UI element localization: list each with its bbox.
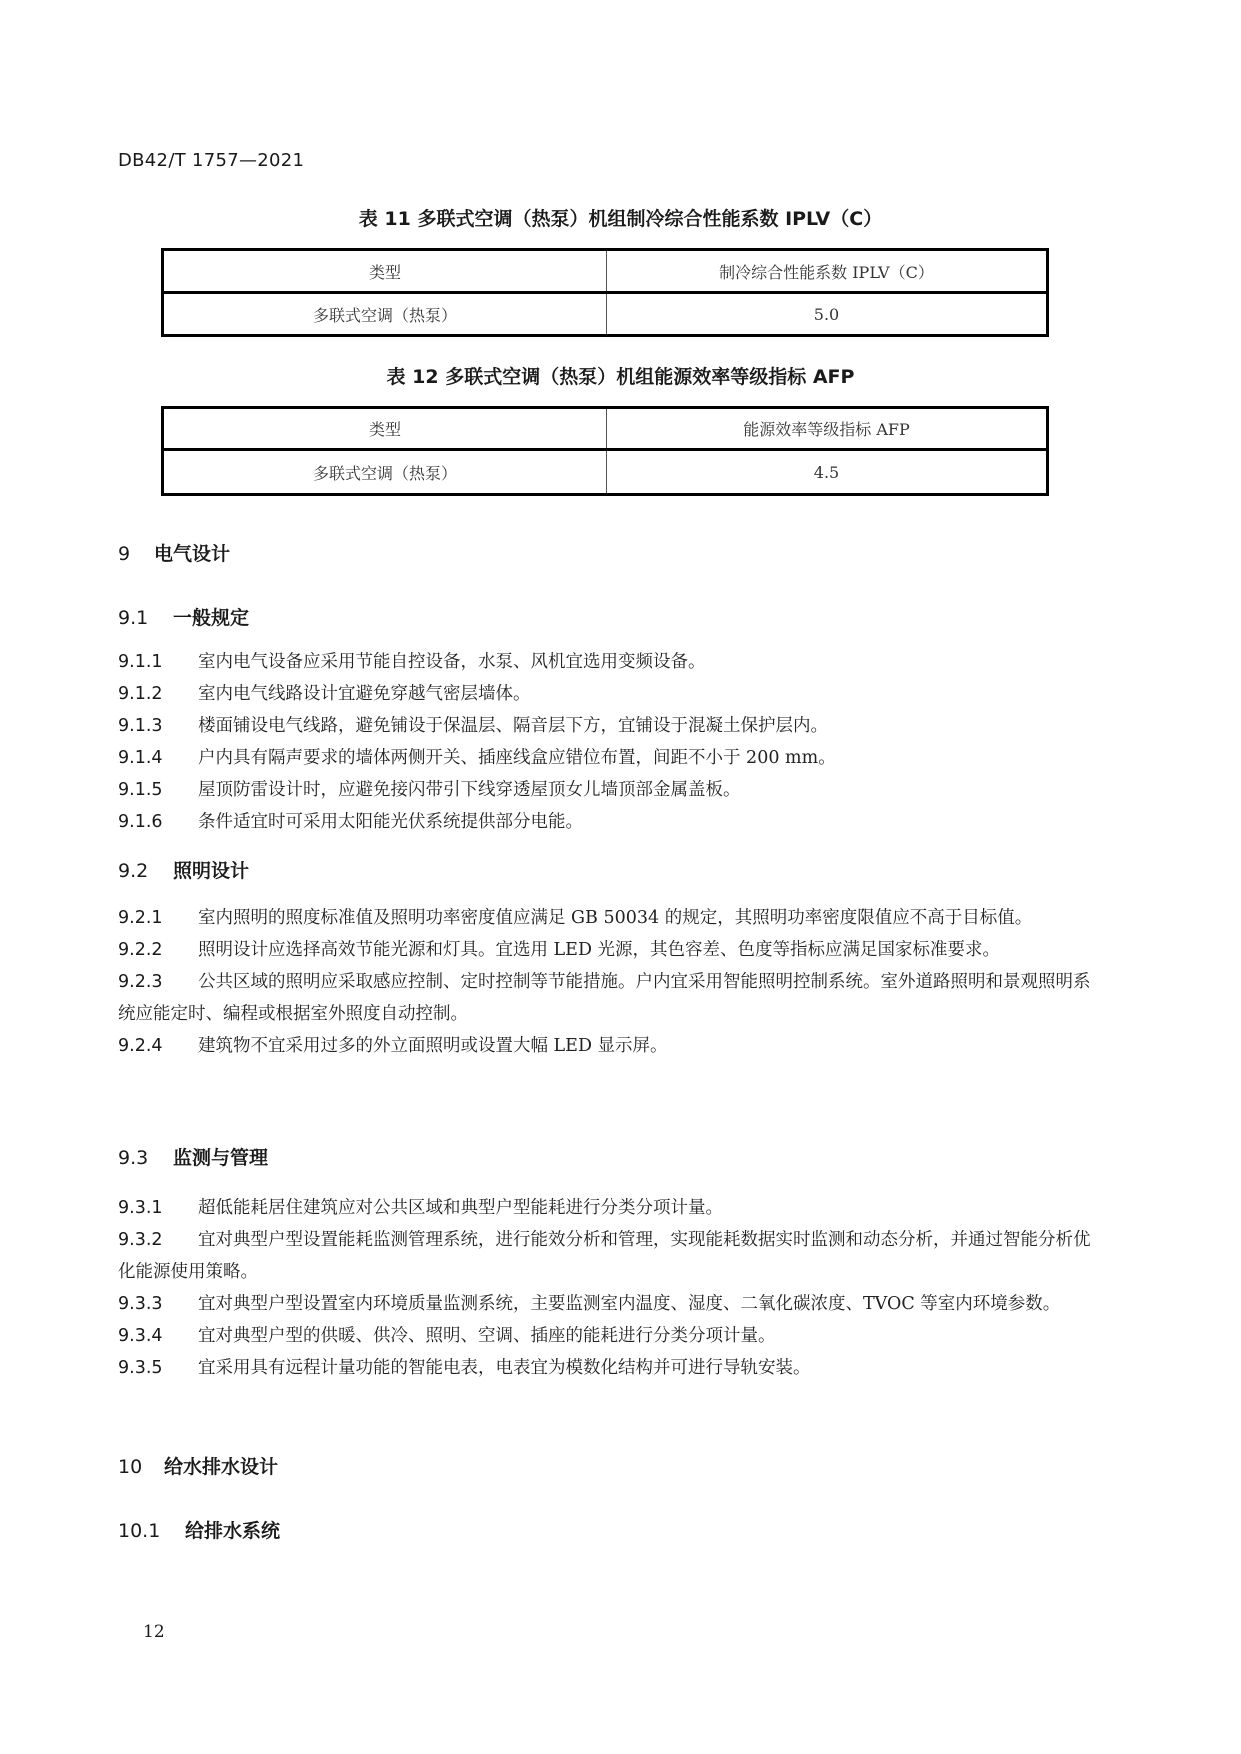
clause-list-9-3: [118, 1192, 1098, 1384]
section-heading-10-1: 10.1 给排水系统: [118, 1520, 281, 1542]
table-header-cell: 类型: [163, 408, 607, 450]
table-cell: 多联式空调（热泵）: [163, 450, 607, 495]
clause: 9.1.4 户内具有隔声要求的墙体两侧开关、插座线盒应错位布置，间距不小于 200 mm。: [118, 748, 836, 768]
clause: 9.1.1 室内电气设备应采用节能自控设备，水泵、风机宜选用变频设备。: [118, 652, 706, 672]
table-12: [161, 406, 1049, 496]
table-cell: 4.5: [607, 450, 1048, 495]
standard-code: DB42/T 1757—2021: [118, 150, 305, 171]
table-header-cell: 制冷综合性能系数 IPLV（C）: [607, 250, 1048, 293]
table-header-row: [163, 250, 1048, 293]
clause: 9.1.3 楼面铺设电气线路，避免铺设于保温层、隔音层下方，宜铺设于混凝土保护层内。: [118, 716, 828, 736]
clause: 9.1.5 屋顶防雷设计时，应避免接闪带引下线穿透屋顶女儿墙顶部金属盖板。: [118, 780, 741, 800]
clause: 9.3.1 超低能耗居住建筑应对公共区域和典型户型能耗进行分类分项计量。: [118, 1198, 723, 1218]
section-heading-9-3: 9.3 监测与管理: [118, 1147, 269, 1169]
clause: 9.2.1 室内照明的照度标准值及照明功率密度值应满足 GB 50034 的规定，其照明功率密度限值应不高于目标值。: [118, 908, 1033, 928]
clause: 9.3.4 宜对典型户型的供暖、供冷、照明、空调、插座的能耗进行分类分项计量。: [118, 1326, 776, 1346]
table-header-cell: 类型: [163, 250, 607, 293]
table-cell: 多联式空调（热泵）: [163, 293, 607, 336]
table-header-cell: 能源效率等级指标 AFP: [607, 408, 1048, 450]
clause: 9.3.3 宜对典型户型设置室内环境质量监测系统，主要监测室内温度、湿度、二氧化碳浓度、TVOC 等室内环境参数。: [118, 1294, 1061, 1314]
clause: 9.2.4 建筑物不宜采用过多的外立面照明或设置大幅 LED 显示屏。: [118, 1036, 668, 1056]
clause: 9.3.5 宜采用具有远程计量功能的智能电表，电表宜为模数化结构并可进行导轨安装。: [118, 1358, 811, 1378]
clause: 9.1.6 条件适宜时可采用太阳能光伏系统提供部分电能。: [118, 812, 583, 832]
table-header-row: [163, 408, 1048, 450]
table-row: [163, 450, 1048, 495]
page-number: 12: [143, 1622, 165, 1642]
table-11: [161, 248, 1049, 337]
table-12-title: 表 12 多联式空调（热泵）机组能源效率等级指标 AFP: [386, 366, 855, 388]
table-row: [163, 293, 1048, 336]
section-heading-9: 9 电气设计: [118, 543, 231, 565]
section-heading-9-2: 9.2 照明设计: [118, 860, 250, 882]
clause: 9.1.2 室内电气线路设计宜避免穿越气密层墙体。: [118, 684, 531, 704]
section-heading-10: 10 给水排水设计: [118, 1456, 279, 1478]
table-11-title: 表 11 多联式空调（热泵）机组制冷综合性能系数 IPLV（C）: [358, 208, 883, 230]
clause: 9.2.2 照明设计应选择高效节能光源和灯具。宜选用 LED 光源，其色容差、色度等指标应满足国家标准要求。: [118, 940, 1001, 960]
clause-list-9-1: [118, 646, 1098, 838]
clause-list-9-2: [118, 902, 1098, 1062]
section-heading-9-1: 9.1 一般规定: [118, 607, 250, 629]
clause: 9.3.2 宜对典型户型设置能耗监测管理系统，进行能效分析和管理，实现能耗数据实时监测和动态分析，并通过智能分析优化能源使用策略。: [118, 1230, 1091, 1282]
clause: 9.2.3 公共区域的照明应采取感应控制、定时控制等节能措施。户内宜采用智能照明控制系统。室外道路照明和景观照明系统应能定时、编程或根据室外照度自动控制。: [118, 972, 1091, 1024]
table-cell: 5.0: [607, 293, 1048, 336]
